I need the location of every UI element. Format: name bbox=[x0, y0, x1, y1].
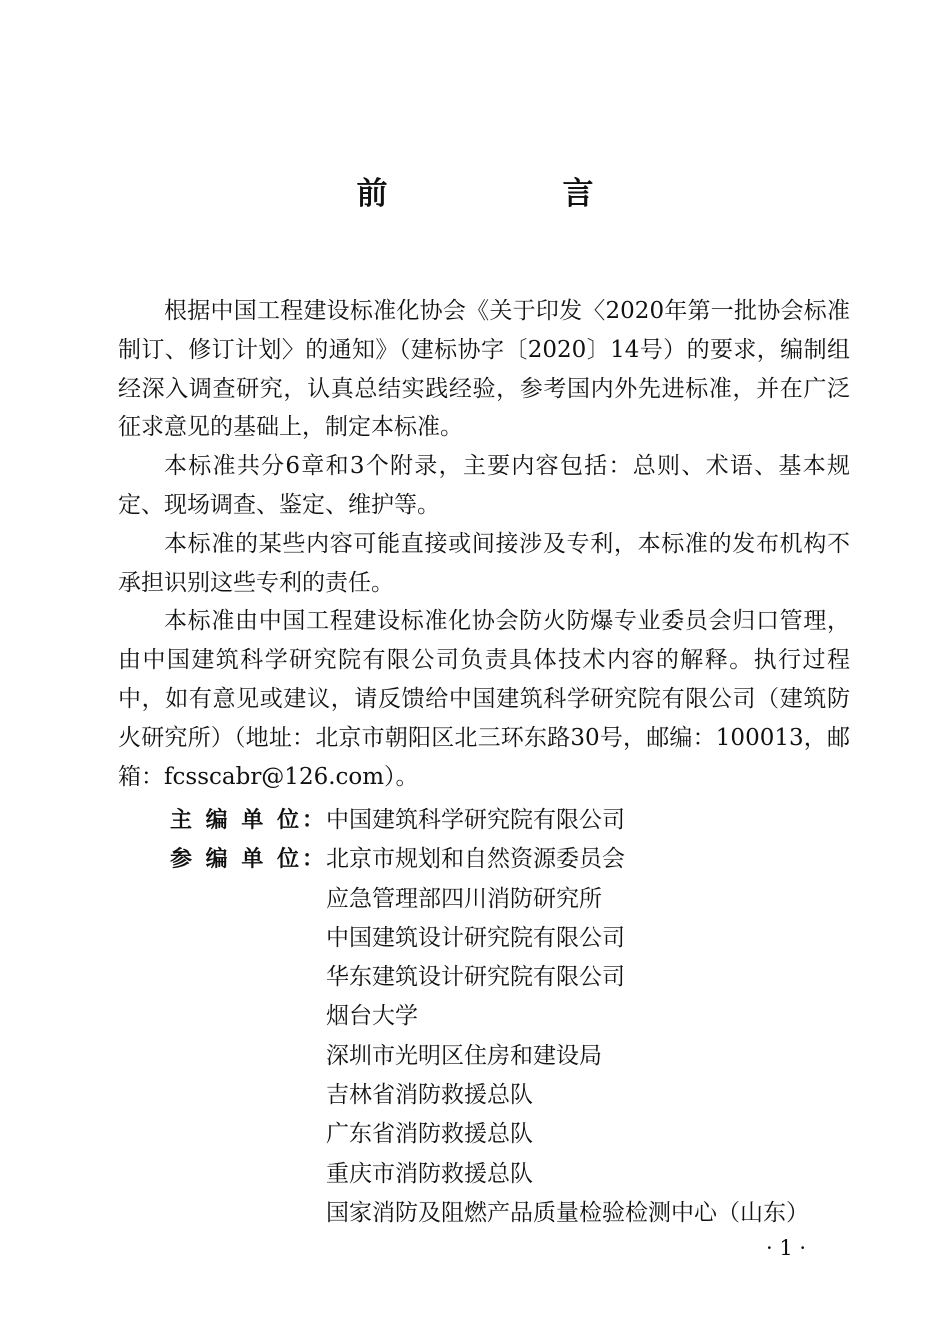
paragraph-patent: 本标准的某些内容可能直接或间接涉及专利，本标准的发布机构不承担识别这些专利的责任。 bbox=[118, 530, 850, 596]
participating-units-row bbox=[170, 840, 809, 1233]
chief-unit-name: 中国建筑科学研究院有限公司 bbox=[326, 807, 625, 833]
participating-units-label: 参 编 单 位： bbox=[170, 847, 327, 873]
paragraph-management: 本标准由中国工程建设标准化协会防火防爆专业委员会归口管理，由中国建筑科学研究院有限公司负责具体技术内容的解释。执行过程中，如有意见或建议，请反馈给中国建筑科学研究院有限公司（建筑防火研究所）（地址：北京市朝阳区北三环东路30号，邮编：100013，邮箱：fcsscabr@126.com）。 bbox=[118, 608, 850, 790]
page-number: · 1 · bbox=[766, 1236, 807, 1260]
participating-unit: 重庆市消防救援总队 bbox=[326, 1160, 533, 1187]
paragraph-contents: 本标准共分6章和3个附录，主要内容包括：总则、术语、基本规定、现场调查、鉴定、维护等。 bbox=[118, 453, 850, 518]
participating-unit: 广东省消防救援总队 bbox=[326, 1121, 533, 1148]
drafting-units bbox=[170, 801, 809, 1233]
participating-unit: 中国建筑设计研究院有限公司 bbox=[326, 924, 625, 951]
participating-unit: 华东建筑设计研究院有限公司 bbox=[326, 964, 625, 991]
participating-unit: 吉林省消防救援总队 bbox=[326, 1082, 533, 1109]
paragraph-basis: 根据中国工程建设标准化协会《关于印发〈2020年第一批协会标准制订、修订计划〉的通知》（建标协字〔2020〕14号）的要求，编制组经深入调查研究，认真总结实践经验，参考国内外先进标准，并在广泛征求意见的基础上，制定本标准。 bbox=[118, 298, 850, 441]
participating-unit: 深圳市光明区住房和建设局 bbox=[326, 1042, 602, 1069]
chief-unit-list bbox=[326, 801, 625, 840]
foreword-body bbox=[118, 292, 850, 796]
participating-unit: 北京市规划和自然资源委员会 bbox=[326, 846, 625, 873]
page-title: 前 言 bbox=[356, 176, 666, 212]
participating-unit: 国家消防及阻燃产品质量检验检测中心（山东） bbox=[326, 1199, 809, 1226]
participating-units-list bbox=[326, 840, 809, 1233]
participating-unit: 应急管理部四川消防研究所 bbox=[326, 885, 602, 912]
participating-unit: 烟台大学 bbox=[326, 1003, 418, 1030]
chief-unit-row bbox=[170, 801, 809, 840]
chief-unit-label: 主 编 单 位： bbox=[170, 808, 327, 833]
